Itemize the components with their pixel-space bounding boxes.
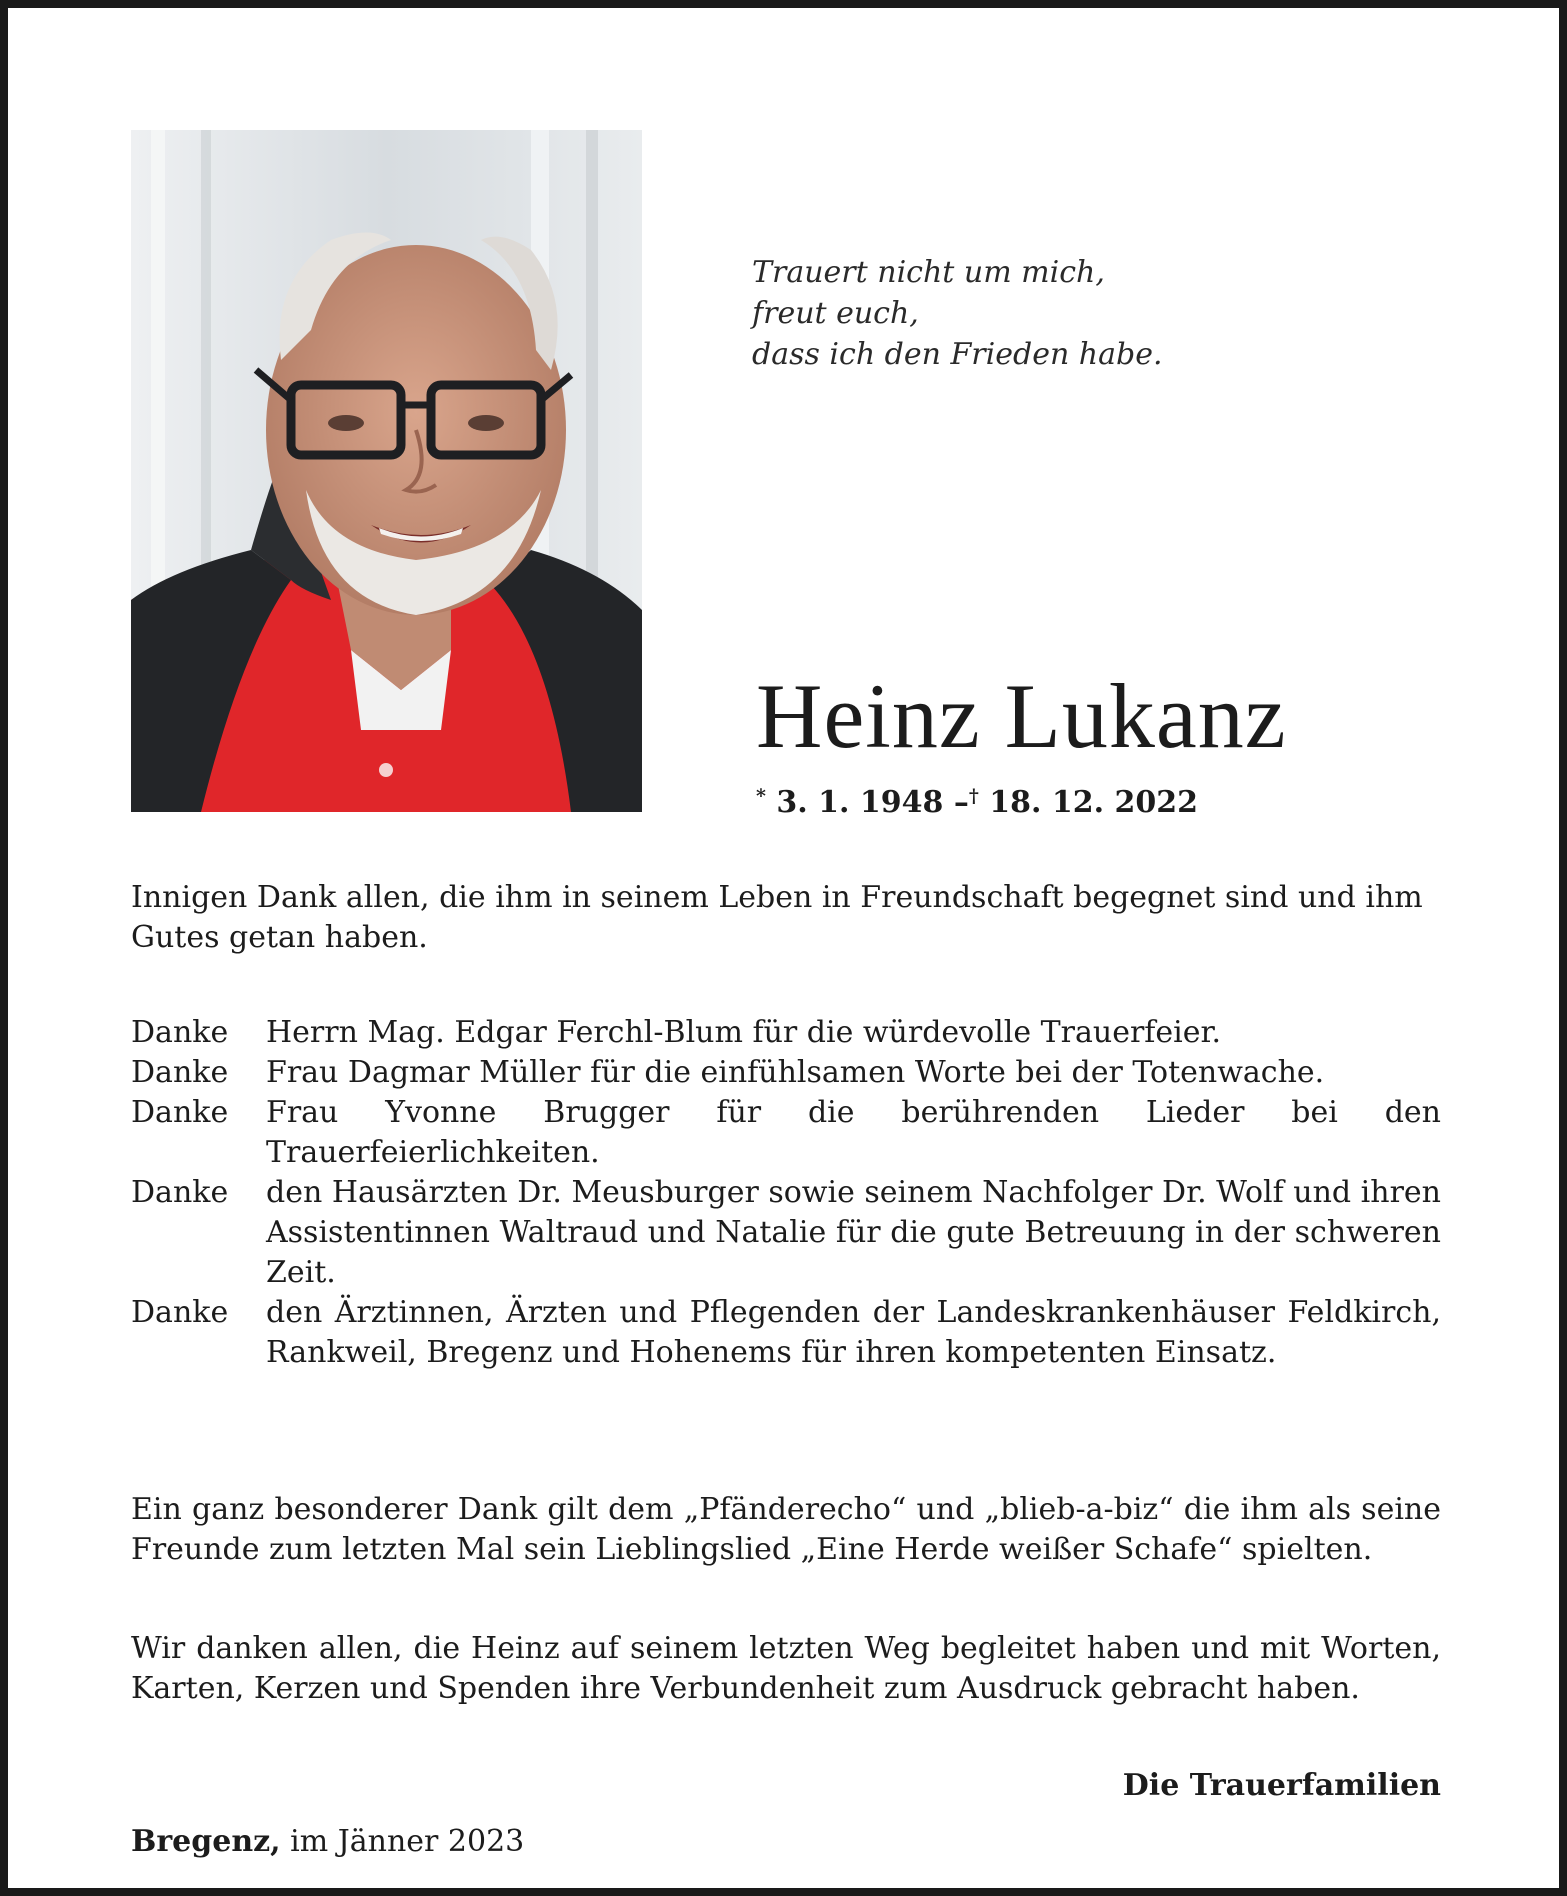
place: Bregenz, — [131, 1824, 281, 1859]
signature: Die Trauerfamilien — [1122, 1768, 1441, 1803]
motto-quote — [752, 252, 1163, 375]
portrait-photo — [131, 130, 642, 812]
thanks-text: Frau Dagmar Müller für die einfühlsamen Worte bei der Totenwache. — [266, 1055, 1325, 1090]
thanks-item — [131, 1013, 1441, 1053]
date-separator: – — [953, 785, 969, 820]
closing-paragraph: Wir danken allen, die Heinz auf seinem letzten Weg begleitet haben und mit Worten, Karten, Kerzen und Spenden ihre Verbundenheit zum Ausdruck gebracht haben. — [131, 1631, 1441, 1706]
thanks-item — [131, 1053, 1441, 1093]
thanks-word: Danke — [131, 1295, 229, 1330]
thanks-text: Frau Yvonne Brugger für die berührenden Lieder bei den Trauerfeierlichkeiten. — [266, 1095, 1441, 1170]
thanks-item — [131, 1093, 1441, 1173]
portrait-illustration — [131, 130, 642, 812]
intro-paragraph: Innigen Dank allen, die ihm in seinem Leben in Freundschaft begegnet sind und ihm Gutes getan haben. — [131, 880, 1423, 955]
thanks-word: Danke — [131, 1055, 229, 1090]
death-mark: † — [968, 785, 979, 807]
thanks-word: Danke — [131, 1015, 229, 1050]
death-date: 18. 12. 2022 — [989, 785, 1199, 820]
thanks-text: Herrn Mag. Edgar Ferchl-Blum für die würdevolle Trauerfeier. — [266, 1015, 1222, 1050]
thanks-list — [131, 1013, 1441, 1373]
thanks-word: Danke — [131, 1175, 229, 1210]
life-dates — [756, 785, 1198, 820]
date-text: im Jänner 2023 — [290, 1824, 525, 1859]
thanks-word: Danke — [131, 1095, 229, 1130]
deceased-name: Heinz Lukanz — [756, 665, 1287, 767]
thanks-text: den Hausärzten Dr. Meusburger sowie seinem Nachfolger Dr. Wolf und ihren Assistentinnen Waltraud und Natalie für die gute Betreuung in der schweren Zeit. — [266, 1175, 1441, 1290]
birth-mark: * — [756, 785, 766, 807]
obituary-card — [8, 8, 1559, 1888]
motto-line: Trauert nicht um mich, — [752, 255, 1105, 290]
motto-line: freut euch, — [752, 296, 919, 331]
birth-date: 3. 1. 1948 — [776, 785, 944, 820]
motto-line: dass ich den Frieden habe. — [752, 337, 1163, 372]
special-thanks-paragraph: Ein ganz besonderer Dank gilt dem „Pfänderecho“ und „blieb-a-biz“ die ihm als seine Freunde zum letzten Mal sein Lieblingslied „Eine Herde weißer Schafe“ spielten. — [131, 1492, 1441, 1567]
thanks-item — [131, 1173, 1441, 1293]
thanks-item — [131, 1293, 1441, 1373]
thanks-text: den Ärztinnen, Ärzten und Pflegenden der Landeskrankenhäuser Feldkirch, Rankweil, Bregenz und Hohenems für ihren kompetenten Einsatz. — [266, 1295, 1441, 1370]
place-and-date — [131, 1824, 524, 1859]
